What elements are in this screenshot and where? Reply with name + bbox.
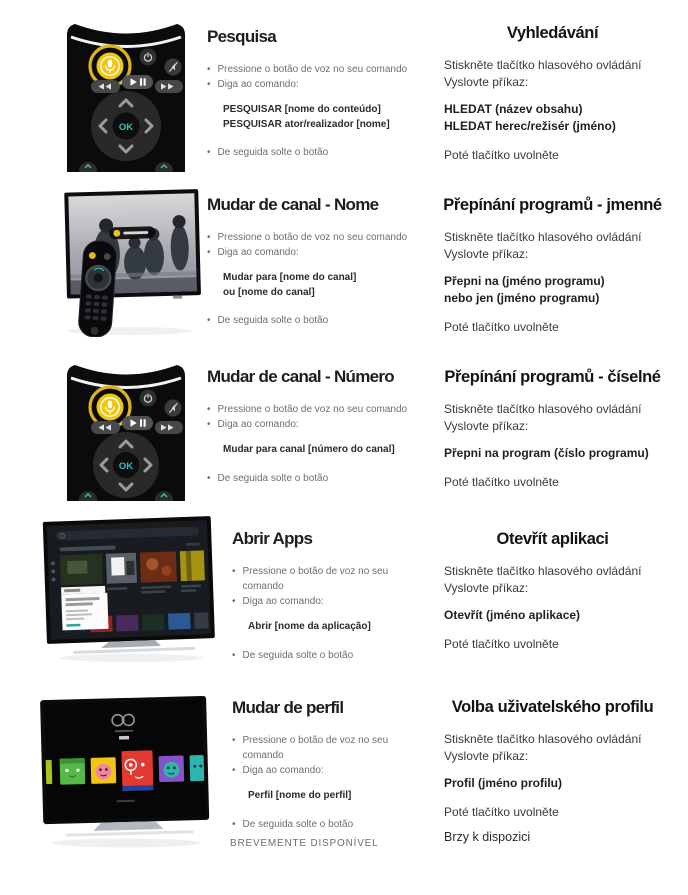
pt-section-title: Mudar de canal - Nome [207,195,379,214]
pt-command: PESQUISAR [nome do conteúdo] [223,104,381,115]
dpad [93,432,159,498]
mute-button [165,400,182,417]
section-pesquisa [0,0,688,185]
cz-step-say: Vyslovte příkaz: [444,75,529,89]
pt-step-say-text: • Diga ao comando: [242,765,324,776]
cz-command: Otevřít (jméno aplikace) [444,608,581,622]
pt-step-release-text: • De seguida solte o botão [242,818,354,830]
pt-column [207,26,419,160]
remote-voice-image [62,8,190,172]
cz-command-block [417,101,688,135]
pt-step-say-text: • Diga ao comando: [242,596,324,607]
tv-profiles-image [36,696,216,850]
cz-command-block [417,607,688,624]
pt-step-say-text: • Diga ao comando: [217,79,299,90]
cz-step-press: Stiskněte tlačítko hlasového ovládání [444,732,642,746]
pt-step-press-text: • Pressione o botão de voz no seu comando [217,404,408,415]
cz-column [417,22,688,164]
pt-command: Perfil [nome do perfil] [248,790,352,801]
pt-step-press [207,402,419,417]
pt-step-release [232,817,422,832]
section-canal-nome [0,185,688,345]
cz-section-title: Volba uživatelského profilu [451,698,654,716]
pt-step-release [232,648,422,663]
avatar-purple [159,755,185,782]
cz-column [417,366,688,491]
cz-column [417,528,688,653]
pt-column [232,528,422,663]
pt-step-press-text: • Pressione o botão de voz no seu comando [217,64,408,75]
cz-step-release: Poté tlačítko uvolněte [444,475,559,489]
remote-overlay [78,240,118,337]
avatar-red-selected [121,750,153,791]
cz-command: Profil (jméno profilu) [444,776,562,790]
pt-step-press-text: • Pressione o botão de voz no seu comando [242,735,389,761]
dpad [91,91,161,161]
video-thumbnails-row [60,550,205,585]
avatar-teal [190,755,205,781]
voice-overlay [109,226,155,239]
pt-step-release-text: • De seguida solte o botão [242,649,354,661]
cz-command-block [417,775,688,792]
pt-command: ou [nome do canal] [223,286,315,298]
cz-step-say: Vyslovte příkaz: [444,247,529,261]
pt-column [207,194,419,328]
ok-button-label: OK [118,460,134,472]
section-canal-numero [0,345,688,505]
pt-step-say [207,77,419,92]
cz-step-say: Vyslovte příkaz: [444,749,529,763]
pt-command-block [223,271,419,300]
pt-step-say [232,763,422,778]
play-pause-button [122,75,153,89]
rewind-button [91,80,120,93]
cz-column [417,194,688,336]
pt-step-press-text: • Pressione o botão de voz no seu comando [217,232,408,243]
pt-step-say [232,594,422,609]
cz-column [417,696,688,821]
pt-step-press [207,230,419,245]
pt-step-release-text: • De seguida solte o botão [217,472,329,484]
remote-control-graphic [62,349,190,501]
tv-apps-graphic [37,515,221,665]
pt-section-title: Mudar de perfil [232,698,344,717]
pt-step-press [232,564,422,594]
cz-step-press: Stiskněte tlačítko hlasového ovládání [444,58,642,72]
cz-command: nebo jen (jméno programu) [444,291,600,305]
pt-command: Mudar para [nome do canal] [223,272,357,283]
cz-step-press: Stiskněte tlačítko hlasového ovládání [444,402,642,416]
cz-section-title: Přepínání programů - číselné [444,368,661,386]
pt-column [207,366,419,486]
pt-coming-soon-label: BREVEMENTE DISPONÍVEL [230,838,379,849]
pt-step-release-text: • De seguida solte o botão [217,147,329,158]
cz-command-block [417,273,688,307]
pt-step-say [207,245,419,260]
ok-button-label: OK [118,121,134,133]
play-pause-button [122,416,153,430]
pt-command-block [223,443,419,458]
cz-section-title: Přepínání programů - jmenné [443,196,662,214]
tv-channel-image [50,189,205,337]
cz-step-release: Poté tlačítko uvolněte [444,320,559,334]
pt-command-block [248,620,422,635]
remote-control-graphic [62,8,190,172]
avatar-green [60,758,86,785]
pt-step-release [207,145,419,160]
pt-section-title: Abrir Apps [232,529,313,548]
cz-section-title: Vyhledávání [506,24,599,42]
cz-command: HLEDAT herec/režisér (jméno) [444,119,616,133]
cz-step-press: Stiskněte tlačítko hlasového ovládání [444,230,642,244]
pt-command-block [223,103,419,132]
power-button [140,49,157,66]
section-mudar-perfil [0,690,688,895]
pt-step-say-text: • Diga ao comando: [217,419,299,430]
cz-step-say: Vyslovte příkaz: [444,581,529,595]
cz-command-block [417,445,688,462]
pt-step-release-text: • De seguida solte o botão [217,315,329,326]
info-card [61,586,108,631]
pt-step-say [207,417,419,432]
avatar-yellow [91,757,117,784]
pt-section-title: Pesquisa [207,27,277,46]
tv-profiles-graphic [36,696,216,850]
cz-step-release: Poté tlačítko uvolněte [444,148,559,162]
pt-column [232,697,422,832]
pt-step-press [232,733,422,763]
sidebar-icons [51,562,55,582]
section-abrir-apps [0,505,688,690]
tv-apps-image [37,515,221,665]
cz-step-press: Stiskněte tlačítko hlasového ovládání [444,564,642,578]
cz-step-say: Vyslovte příkaz: [444,419,529,433]
pt-step-press-text: • Pressione o botão de voz no seu comando [242,566,389,592]
pt-command-block [248,789,422,804]
pt-step-say-text: • Diga ao comando: [217,247,299,258]
cz-command: HLEDAT (název obsahu) [444,102,583,116]
cz-coming-soon-label: Brzy k dispozici [444,830,531,844]
power-button [140,390,157,407]
cz-section-title: Otevřít aplikaci [496,530,609,548]
fast-forward-button [155,80,183,93]
pt-step-press [207,62,419,77]
pt-step-release [207,313,419,328]
pt-command: PESQUISAR ator/realizador [nome] [223,118,390,130]
tv-scene-graphic [50,189,205,337]
pt-step-release [207,471,419,486]
mute-button [165,59,182,76]
cz-step-release: Poté tlačítko uvolněte [444,805,559,819]
rewind-button [91,421,120,434]
remote-voice-image [62,349,190,501]
fast-forward-button [155,421,183,434]
cz-step-release: Poté tlačítko uvolněte [444,637,559,651]
pt-section-title: Mudar de canal - Número [207,367,394,386]
cz-command: Přepni na (jméno programu) [444,274,605,288]
cz-command: Přepni na program (číslo programu) [444,446,649,460]
pt-command: Abrir [nome da aplicação] [248,621,371,632]
pt-command: Mudar para canal [número do canal] [223,444,395,455]
